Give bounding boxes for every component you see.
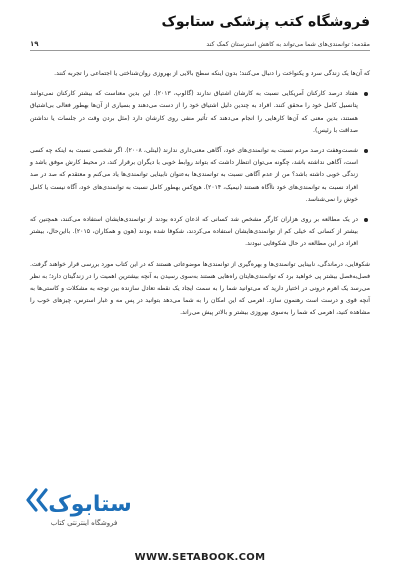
body-text <box>30 68 370 328</box>
setabook-logo <box>24 484 134 530</box>
bullet-item: شصت‌وهفت درصد مردم نسبت به توانمندی‌های خود، آگاهی معنی‌داری ندارند (لینلی، ۲۰۰۸). اگر شخصی نسبت به اینکه چه کسی است، آگاهی نداشته باشد، چگونه می‌توان انتظار داشت که بتواند روابط خوبی با دیگران برقرار کند، در محیط کارش موفق باشد و زندگی خوبی داشته باشد؟ من از عدم آگاهی نسبت به توانمندی‌ها به‌عنوان نابینایی توانمندی‌ها یاد می‌کنم و معتقدم که صد در صد افراد نسبت به توانمندی‌های خود ناآگاه هستند (نیمیک، ۲۰۱۴). هیچ‌کس بهطور کامل نسبت به توانمندی‌های خود، آگاه نیست یا کامل خوش را نمی‌شناسد. <box>30 145 370 206</box>
site-title: فروشگاه کتب پزشکی ستابوک <box>161 14 370 30</box>
logo-tagline: فروشگاه اینترنتی کتاب <box>50 519 118 527</box>
running-head <box>30 40 370 51</box>
chevrons-icon <box>28 490 46 510</box>
footer-url: WWW.SETABOOK.COM <box>134 552 266 563</box>
intro-paragraph: که آن‌ها یک زندگی سرد و یکنواخت را دنبال می‌کنند؛ بدون اینکه سطح بالایی از بهروزی روان‌شناختی یا اجتماعی را تجربه کنند. <box>54 70 370 77</box>
page-header <box>30 14 370 51</box>
bullet-item: هفتاد درصد کارکنان آمریکایی نسبت به کارشان اشتیاق ندارند (گالوپ، ۲۰۱۳). این بدین معناست که بیشتر کارکنان نمی‌توانند پتانسیل کامل خود را محقق کنند. افراد به چندین دلیل اشتیاق خود را از دست می‌دهند و بسیاری از آن‌ها بهطور فعالی بی‌اشتیاق هستند، بدین معنی که آن‌ها کارهایی را انجام می‌دهند که تأثیر منفی روی کارشان دارد (مثل بردن وقت در جلسات یا نداشتن صداقت با رئیس). <box>30 88 370 137</box>
logo-brand: ستابوک <box>48 492 132 517</box>
bullet-list <box>30 88 370 250</box>
running-head-title: مقدمه: توانمندی‌های شما می‌تواند به کاهش استرستان کمک کند <box>206 41 370 48</box>
bullet-item: در یک مطالعه بر روی هزاران کارگر مشخص شد کسانی که اذعان کرده بودند از توانمندی‌هایشان استفاده می‌کنند، همچنین که بیشتر از کسانی که خیلی کم از توانمندی‌هایشان استفاده می‌کردند، شکوفا شده بودند (هون و همکاران، ۲۰۱۵). بااین‌حال، بیشتر افراد در این مطالعه در حال شکوفایی نبودند. <box>30 214 370 251</box>
closing-paragraph: شکوفایی، درماندگی، نابینایی توانمندی‌ها و بهره‌گیری از توانمندی‌ها موضوعاتی هستند که در این کتاب مورد بررسی قرار خواهند گرفت. فصل‌به‌فصل بیشتر پی خواهید برد که توانمندی‌هایتان راه‌هایی هستند به‌سوی رسیدن به آنچه بیشترین اهمیت را در زندگیتان دارد؛ به نظر می‌رسد یک اهرم درونی در اختیار دارید که می‌توانید شما را به سمت ایجاد یک نقطه تعادل سازنده بین توجه به مشکلات و کاستی‌ها به آنچه قوی و درست است رهنمون سازد. اهرمی که این امکان را به شما می‌دهد بتوانید در پس مه و غبار استرس، چیزهای خوب را مشاهده کنید، اهرمی که شما را به‌سوی بهروزی بیشتر و بالاتر پیش می‌راند. <box>30 260 370 317</box>
page-number: ۱۹ <box>30 40 39 48</box>
